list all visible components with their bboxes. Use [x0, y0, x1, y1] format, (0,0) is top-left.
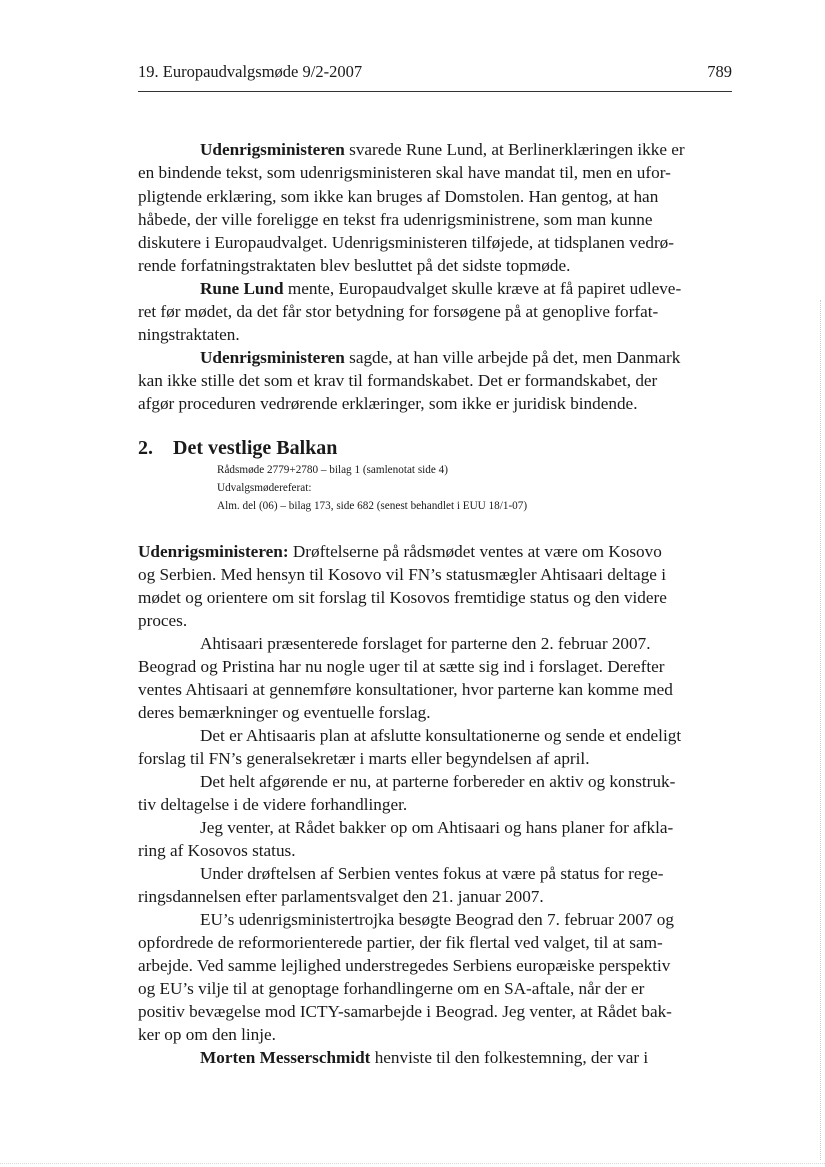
text-line [200, 1046, 648, 1069]
text-span: sagde, at han ville arbejde på det, men Danmark [344, 348, 681, 367]
text-line: diskutere i Europaudvalget. Udenrigsministeren tilføjede, at tidsplanen vedrø- [138, 233, 675, 252]
text-line: kan ikke stille det som et krav til formandskabet. Det er formandskabet, der [138, 371, 658, 390]
section-title: Det vestlige Balkan [173, 437, 338, 459]
text-line: tiv deltagelse i de videre forhandlinger. [138, 795, 408, 814]
page-number: 789 [707, 62, 732, 81]
reference-line: Rådsmøde 2779+2780 – bilag 1 (samlenotat side 4) [217, 464, 448, 476]
meeting-title: 19. Europaudvalgsmøde 9/2-2007 [138, 62, 363, 81]
text-line: proces. [138, 611, 188, 630]
text-line: EU’s udenrigsministertrojka besøgte Beograd den 7. februar 2007 og [200, 910, 674, 929]
reference-line: Udvalgsmødereferat: [217, 482, 312, 494]
text-line [200, 277, 681, 300]
text-line: deres bemærkninger og eventuelle forslag. [138, 703, 431, 722]
text-line: Under drøftelsen af Serbien ventes fokus at være på status for rege- [200, 864, 664, 883]
text-line: Det helt afgørende er nu, at parterne forbereder en aktiv og konstruk- [200, 772, 676, 791]
text-line: Jeg venter, at Rådet bakker op om Ahtisaari og hans planer for afkla- [200, 818, 674, 837]
text-line: opfordrede de reformorienterede partier, der fik flertal ved valget, til at sam- [138, 933, 663, 952]
text-line: Det er Ahtisaaris plan at afslutte konsultationerne og sende et endeligt [200, 726, 682, 745]
text-line: og EU’s vilje til at genoptage forhandlingerne om en SA-aftale, når der er [138, 979, 645, 998]
text-line: ningstraktaten. [138, 325, 240, 344]
scan-bottom-artifact [0, 1163, 825, 1165]
text-line: ringsdannelsen efter parlamentsvalget den 21. januar 2007. [138, 887, 544, 906]
text-line [138, 540, 662, 563]
text-line: ventes Ahtisaari at gennemføre konsultationer, hvor parterne kan komme med [138, 680, 673, 699]
text-line: afgør proceduren vedrørende erklæringer, som ikke er juridisk bindende. [138, 394, 638, 413]
text-line: ret før mødet, da det får stor betydning for forsøgene på at genoplive forfat- [138, 302, 659, 321]
scan-edge-artifact [820, 300, 822, 1160]
text-line: pligtende erklæring, som ikke kan bruges af Domstolen. Han gentog, at han [138, 187, 659, 206]
speaker-name: Udenrigsministeren [200, 348, 345, 367]
text-line: håbede, der ville foreligge en tekst fra udenrigsministrene, som man kunne [138, 210, 653, 229]
text-line [200, 346, 680, 369]
text-line: ker op om den linje. [138, 1025, 276, 1044]
text-line: forslag til FN’s generalsekretær i marts eller begyndelsen af april. [138, 749, 590, 768]
text-line: mødet og orientere om sit forslag til Kosovos fremtidige status og den videre [138, 588, 667, 607]
text-span: svarede Rune Lund, at Berlinerklæringen ikke er [344, 140, 685, 159]
text-line: arbejde. Ved samme lejlighed understregedes Serbiens europæiske perspektiv [138, 956, 671, 975]
reference-line: Alm. del (06) – bilag 173, side 682 (senest behandlet i EUU 18/1-07) [217, 500, 528, 512]
text-line [200, 138, 685, 161]
text-line: ring af Kosovos status. [138, 841, 296, 860]
text-line: positiv bevægelse mod ICTY-samarbejde i Beograd. Jeg venter, at Rådet bak- [138, 1002, 672, 1021]
header-rule [138, 91, 732, 92]
section-heading [138, 435, 337, 461]
speaker-name: Morten Messerschmidt [200, 1048, 371, 1067]
text-line: Beograd og Pristina har nu nogle uger til at sætte sig ind i forslaget. Derefter [138, 657, 665, 676]
text-span: henviste til den folkestemning, der var i [370, 1048, 649, 1067]
section-number: 2. [138, 437, 153, 459]
text-line: rende forfatningstraktaten blev besluttet på det sidste topmøde. [138, 256, 571, 275]
speaker-name: Udenrigsministeren: [138, 542, 289, 561]
text-span: mente, Europaudvalget skulle kræve at få papiret udleve- [283, 279, 682, 298]
text-line: og Serbien. Med hensyn til Kosovo vil FN’s statusmægler Ahtisaari deltage i [138, 565, 666, 584]
speaker-name: Udenrigsministeren [200, 140, 345, 159]
text-line: Ahtisaari præsenterede forslaget for parterne den 2. februar 2007. [200, 634, 651, 653]
text-span: Drøftelserne på rådsmødet ventes at være om Kosovo [288, 542, 662, 561]
text-line: en bindende tekst, som udenrigsministeren skal have mandat til, men en ufor- [138, 163, 671, 182]
speaker-name: Rune Lund [200, 279, 284, 298]
